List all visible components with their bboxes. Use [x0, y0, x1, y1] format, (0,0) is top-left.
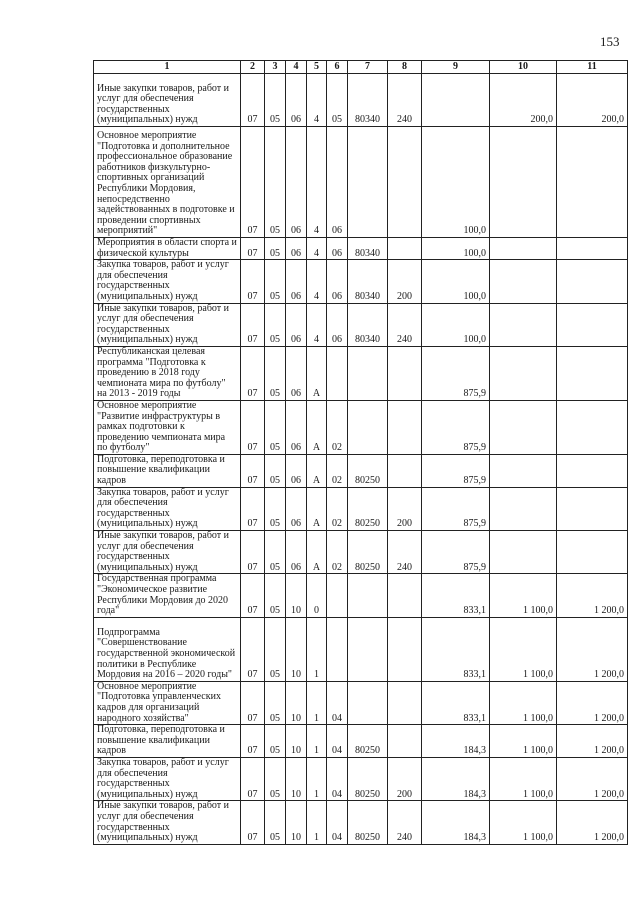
row-value-cell: 100,0 — [422, 127, 490, 238]
row-value-cell: 240 — [388, 74, 422, 127]
row-value-cell — [388, 725, 422, 758]
row-value-cell: 1 200,0 — [557, 801, 628, 844]
row-value-cell: 10 — [286, 617, 307, 681]
row-value-cell — [490, 400, 557, 454]
row-value-cell: 05 — [265, 487, 286, 530]
row-value-cell: 07 — [241, 681, 265, 724]
row-name-cell: Мероприятия в области спорта и физической культуры — [94, 238, 241, 260]
row-value-cell — [388, 617, 422, 681]
row-value-cell: 1 100,0 — [490, 801, 557, 844]
row-value-cell — [388, 574, 422, 617]
row-value-cell: 833,1 — [422, 617, 490, 681]
row-value-cell: 07 — [241, 801, 265, 844]
row-value-cell: 184,3 — [422, 757, 490, 800]
row-name-cell: Подпрограмма "Совершенствование государственной экономической политики в Республике Мордовия на 2016 – 2020 годы" — [94, 617, 241, 681]
row-value-cell: 1 — [307, 617, 327, 681]
row-name-cell: Закупка товаров, работ и услуг для обеспечения государственных (муниципальных) нужд — [94, 757, 241, 800]
row-value-cell: 06 — [286, 303, 307, 346]
row-value-cell: 02 — [327, 454, 348, 487]
row-value-cell: 05 — [265, 74, 286, 127]
row-value-cell: 07 — [241, 303, 265, 346]
row-name-cell: Основное мероприятие "Развитие инфраструктуры в рамках подготовки к проведению чемпионата мира по футболу" — [94, 400, 241, 454]
row-value-cell: 06 — [327, 127, 348, 238]
row-value-cell: 07 — [241, 757, 265, 800]
row-name-cell: Закупка товаров, работ и услуг для обеспечения государственных (муниципальных) нужд — [94, 487, 241, 530]
row-value-cell: 06 — [327, 303, 348, 346]
row-value-cell: 875,9 — [422, 400, 490, 454]
table-row — [94, 801, 628, 844]
row-name-cell: Иные закупки товаров, работ и услуг для обеспечения государственных (муниципальных) нужд — [94, 74, 241, 127]
row-value-cell: 1 — [307, 757, 327, 800]
row-name-cell: Основное мероприятие "Подготовка управленческих кадров для организаций народного хозяйства" — [94, 681, 241, 724]
row-value-cell: 875,9 — [422, 531, 490, 574]
row-value-cell — [327, 617, 348, 681]
row-value-cell: 100,0 — [422, 238, 490, 260]
budget-table — [93, 60, 628, 845]
row-value-cell — [557, 531, 628, 574]
table-row — [94, 531, 628, 574]
row-value-cell: 100,0 — [422, 260, 490, 303]
row-value-cell: 05 — [265, 238, 286, 260]
row-value-cell: 05 — [265, 303, 286, 346]
row-value-cell: 1 — [307, 801, 327, 844]
row-value-cell: 80340 — [348, 74, 388, 127]
row-value-cell: 05 — [265, 681, 286, 724]
row-value-cell: 06 — [286, 531, 307, 574]
row-value-cell: 833,1 — [422, 681, 490, 724]
row-value-cell — [348, 400, 388, 454]
row-name-cell: Иные закупки товаров, работ и услуг для обеспечения государственных (муниципальных) нужд — [94, 801, 241, 844]
row-value-cell — [348, 346, 388, 400]
table-row — [94, 487, 628, 530]
table-row — [94, 725, 628, 758]
row-value-cell: 100,0 — [422, 303, 490, 346]
row-value-cell: 875,9 — [422, 454, 490, 487]
row-value-cell — [557, 303, 628, 346]
table-row — [94, 681, 628, 724]
row-value-cell — [348, 127, 388, 238]
table-row — [94, 74, 628, 127]
row-value-cell: 05 — [327, 74, 348, 127]
row-value-cell: 10 — [286, 681, 307, 724]
row-value-cell — [388, 346, 422, 400]
row-name-cell: Иные закупки товаров, работ и услуг для обеспечения государственных (муниципальных) нужд — [94, 531, 241, 574]
row-value-cell: 1 200,0 — [557, 617, 628, 681]
row-value-cell: 80250 — [348, 801, 388, 844]
row-value-cell: 04 — [327, 681, 348, 724]
row-value-cell — [557, 260, 628, 303]
row-value-cell — [348, 574, 388, 617]
column-header: 3 — [265, 61, 286, 74]
table-row — [94, 346, 628, 400]
row-value-cell — [490, 303, 557, 346]
table-row — [94, 574, 628, 617]
column-header: 6 — [327, 61, 348, 74]
row-value-cell — [557, 454, 628, 487]
row-value-cell: 4 — [307, 260, 327, 303]
column-header: 5 — [307, 61, 327, 74]
row-value-cell: 184,3 — [422, 725, 490, 758]
row-value-cell: 07 — [241, 531, 265, 574]
column-header: 11 — [557, 61, 628, 74]
row-value-cell: 4 — [307, 238, 327, 260]
row-value-cell — [557, 127, 628, 238]
row-value-cell: 1 100,0 — [490, 757, 557, 800]
row-value-cell: А — [307, 346, 327, 400]
row-value-cell: А — [307, 531, 327, 574]
table-row — [94, 757, 628, 800]
row-value-cell: 06 — [286, 454, 307, 487]
row-value-cell: 833,1 — [422, 574, 490, 617]
header-row — [94, 61, 628, 74]
row-value-cell: 80250 — [348, 757, 388, 800]
column-header: 7 — [348, 61, 388, 74]
row-value-cell: 07 — [241, 617, 265, 681]
row-value-cell: 1 100,0 — [490, 617, 557, 681]
row-value-cell — [327, 346, 348, 400]
row-name-cell: Подготовка, переподготовка и повышение квалификации кадров — [94, 725, 241, 758]
row-value-cell: 07 — [241, 487, 265, 530]
row-value-cell: 05 — [265, 725, 286, 758]
column-header: 2 — [241, 61, 265, 74]
column-header: 4 — [286, 61, 307, 74]
row-value-cell: 875,9 — [422, 346, 490, 400]
row-value-cell — [422, 74, 490, 127]
table-row — [94, 127, 628, 238]
row-value-cell: 80250 — [348, 487, 388, 530]
row-value-cell: 240 — [388, 303, 422, 346]
row-value-cell — [388, 681, 422, 724]
row-value-cell: 06 — [327, 260, 348, 303]
row-value-cell: 1 100,0 — [490, 574, 557, 617]
row-value-cell: 06 — [286, 346, 307, 400]
table-row — [94, 238, 628, 260]
row-value-cell: 05 — [265, 574, 286, 617]
row-value-cell: 184,3 — [422, 801, 490, 844]
row-value-cell: 4 — [307, 74, 327, 127]
row-value-cell: 06 — [286, 400, 307, 454]
row-value-cell — [348, 681, 388, 724]
row-value-cell — [388, 400, 422, 454]
row-value-cell: 4 — [307, 127, 327, 238]
row-value-cell: 06 — [286, 127, 307, 238]
page-number: 153 — [600, 34, 620, 49]
row-value-cell: 07 — [241, 74, 265, 127]
row-name-cell: Основное мероприятие "Подготовка и дополнительное профессиональное образование работников физкультурно-спортивных организаций Республики Мордовия, непосредственно задействованных в подготовке и проведении спортивных мероприятий" — [94, 127, 241, 238]
row-value-cell: 06 — [327, 238, 348, 260]
row-value-cell: 07 — [241, 400, 265, 454]
row-value-cell: 02 — [327, 531, 348, 574]
row-value-cell — [388, 454, 422, 487]
row-value-cell: 80340 — [348, 260, 388, 303]
row-value-cell — [490, 487, 557, 530]
row-value-cell: 07 — [241, 346, 265, 400]
table-row — [94, 617, 628, 681]
column-header: 10 — [490, 61, 557, 74]
row-value-cell: 07 — [241, 454, 265, 487]
table-row — [94, 303, 628, 346]
row-name-cell: Республиканская целевая программа "Подготовка к проведению в 2018 году чемпионата мира по футболу" на 2013 - 2019 годы — [94, 346, 241, 400]
row-value-cell — [490, 238, 557, 260]
row-value-cell: 07 — [241, 127, 265, 238]
row-value-cell — [557, 487, 628, 530]
row-value-cell: 4 — [307, 303, 327, 346]
row-value-cell: 200 — [388, 757, 422, 800]
row-value-cell: 05 — [265, 757, 286, 800]
column-header: 9 — [422, 61, 490, 74]
row-value-cell: 80250 — [348, 454, 388, 487]
row-name-cell: Иные закупки товаров, работ и услуг для обеспечения государственных (муниципальных) нужд — [94, 303, 241, 346]
row-value-cell: 06 — [286, 74, 307, 127]
row-value-cell: 02 — [327, 487, 348, 530]
row-value-cell: 1 100,0 — [490, 725, 557, 758]
row-value-cell: 80250 — [348, 531, 388, 574]
row-value-cell — [388, 127, 422, 238]
row-value-cell: 04 — [327, 757, 348, 800]
row-value-cell: 1 — [307, 725, 327, 758]
row-value-cell: А — [307, 487, 327, 530]
row-value-cell: 04 — [327, 801, 348, 844]
row-value-cell — [490, 260, 557, 303]
row-value-cell: 06 — [286, 487, 307, 530]
row-name-cell: Государственная программа "Экономическое развитие Республики Мордовия до 2020 года" — [94, 574, 241, 617]
row-value-cell — [557, 346, 628, 400]
row-value-cell — [557, 238, 628, 260]
row-value-cell: 07 — [241, 725, 265, 758]
row-value-cell — [490, 531, 557, 574]
row-value-cell — [348, 617, 388, 681]
row-value-cell: 05 — [265, 531, 286, 574]
table-row — [94, 260, 628, 303]
column-header: 8 — [388, 61, 422, 74]
row-value-cell: 1 100,0 — [490, 681, 557, 724]
row-value-cell: 240 — [388, 801, 422, 844]
row-value-cell: 10 — [286, 757, 307, 800]
row-value-cell: 80340 — [348, 303, 388, 346]
row-value-cell: 1 — [307, 681, 327, 724]
row-value-cell: 05 — [265, 400, 286, 454]
row-value-cell: 05 — [265, 260, 286, 303]
row-value-cell: А — [307, 400, 327, 454]
row-value-cell: 04 — [327, 725, 348, 758]
row-value-cell: А — [307, 454, 327, 487]
row-value-cell: 10 — [286, 801, 307, 844]
row-value-cell — [388, 238, 422, 260]
row-value-cell: 80340 — [348, 238, 388, 260]
row-value-cell — [327, 574, 348, 617]
row-value-cell: 05 — [265, 801, 286, 844]
row-value-cell: 1 200,0 — [557, 757, 628, 800]
row-value-cell: 05 — [265, 346, 286, 400]
row-value-cell — [490, 127, 557, 238]
row-value-cell: 07 — [241, 238, 265, 260]
row-value-cell: 10 — [286, 574, 307, 617]
row-value-cell: 200 — [388, 487, 422, 530]
row-value-cell: 07 — [241, 260, 265, 303]
row-value-cell: 05 — [265, 127, 286, 238]
table-row — [94, 454, 628, 487]
row-value-cell: 02 — [327, 400, 348, 454]
row-value-cell — [490, 454, 557, 487]
row-value-cell: 05 — [265, 617, 286, 681]
row-name-cell: Закупка товаров, работ и услуг для обеспечения государственных (муниципальных) нужд — [94, 260, 241, 303]
row-value-cell: 06 — [286, 260, 307, 303]
column-header: 1 — [94, 61, 241, 74]
row-name-cell: Подготовка, переподготовка и повышение квалификации кадров — [94, 454, 241, 487]
row-value-cell: 240 — [388, 531, 422, 574]
row-value-cell: 07 — [241, 574, 265, 617]
row-value-cell: 10 — [286, 725, 307, 758]
row-value-cell — [557, 400, 628, 454]
table-row — [94, 400, 628, 454]
row-value-cell — [490, 346, 557, 400]
row-value-cell: 200,0 — [490, 74, 557, 127]
row-value-cell: 200 — [388, 260, 422, 303]
row-value-cell: 06 — [286, 238, 307, 260]
row-value-cell: 80250 — [348, 725, 388, 758]
row-value-cell: 200,0 — [557, 74, 628, 127]
row-value-cell: 1 200,0 — [557, 574, 628, 617]
row-value-cell: 0 — [307, 574, 327, 617]
row-value-cell: 1 200,0 — [557, 681, 628, 724]
row-value-cell: 1 200,0 — [557, 725, 628, 758]
row-value-cell: 875,9 — [422, 487, 490, 530]
row-value-cell: 05 — [265, 454, 286, 487]
